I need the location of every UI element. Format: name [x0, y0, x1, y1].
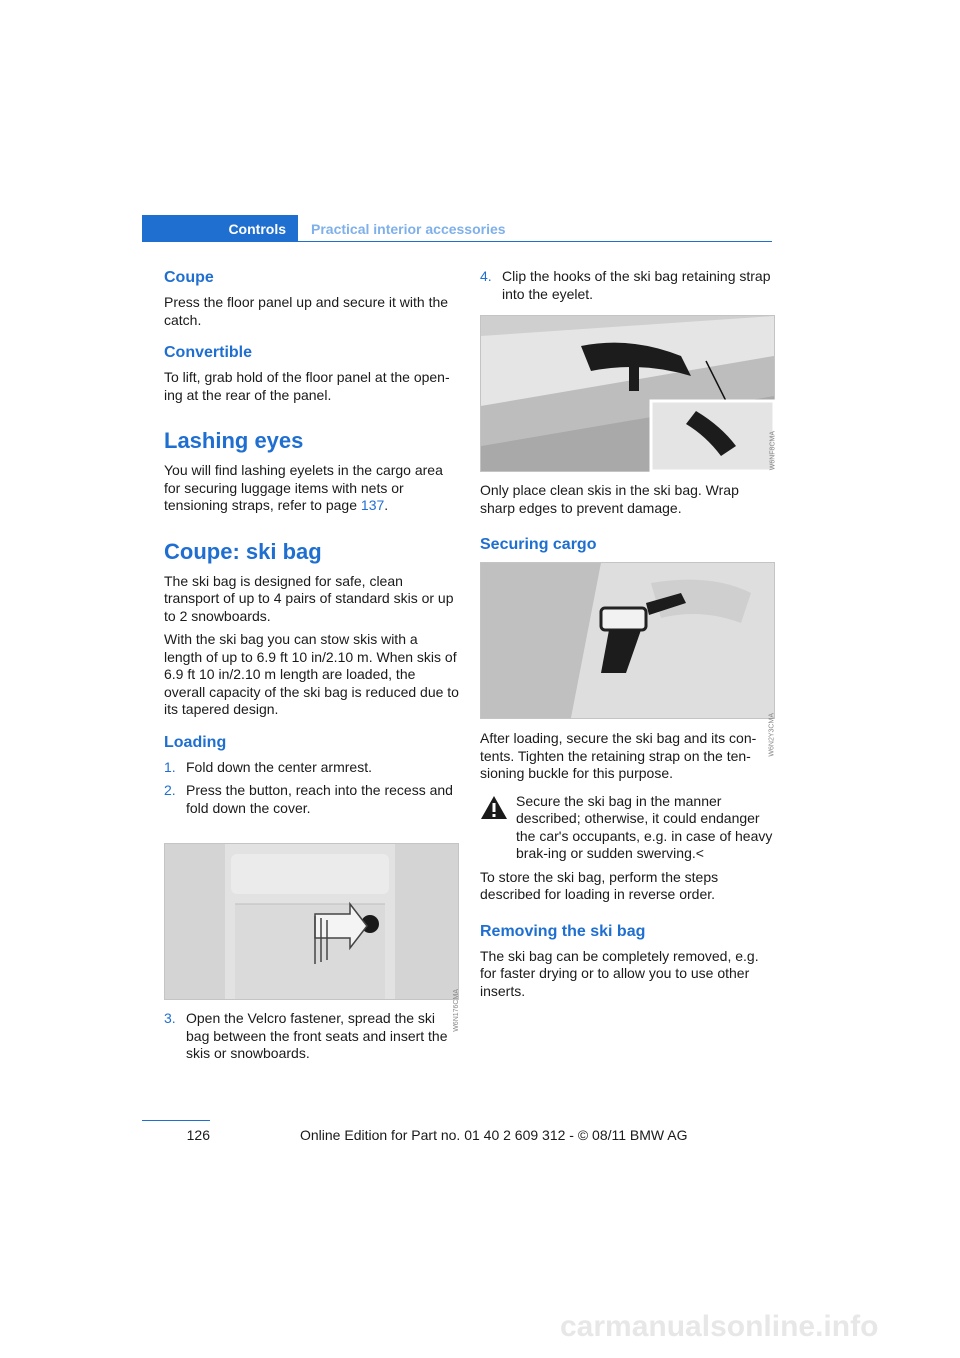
loading-steps [164, 759, 459, 818]
removing-text: The ski bag can be completely removed, e.g. for faster drying or to allow you to use other inserts. [480, 947, 759, 999]
step-text: Clip the hooks of the ski bag retaining strap into the eyelet. [502, 268, 771, 302]
page-ref-link[interactable]: 137 [360, 497, 385, 513]
edition-note: Online Edition for Part no. 01 40 2 609 312 - © 08/11 BMW AG [300, 1127, 688, 1143]
step-number: 2. [164, 782, 176, 798]
step-text: Open the Velcro fastener, spread the ski bag between the front seats and insert the skis or snowboards. [186, 1010, 448, 1061]
securing-heading: Securing cargo [480, 536, 597, 553]
loading-steps-right [480, 268, 775, 303]
step-text: Fold down the center armrest. [186, 758, 372, 775]
chapter-tab [142, 215, 298, 242]
warning-text: Secure the ski bag in the manner described; otherwise, it could endanger the car's occupants, e.g. in case of heavy brak-ing or sudden swerving. [516, 792, 773, 861]
convertible-heading: Convertible [164, 344, 253, 361]
footer-rule [142, 1120, 210, 1121]
list-item [164, 759, 459, 777]
step-number: 4. [480, 268, 492, 284]
image-code: W6N2Y3CMA [769, 713, 776, 757]
step-number: 1. [164, 758, 176, 775]
skibag-text-2: With the ski bag you can stow skis with a length of up to 6.9 ft 10 in/2.10 m. When skis of 6.9 ft 10 in/2.10 m length are loaded, the overall capacity of the ski bag is reduced due to its tapered design. [164, 631, 459, 717]
list-item [164, 782, 459, 817]
image-code: W6N176CMA [453, 989, 460, 1032]
lashing-body: You will find lashing eyelets in the cargo area for securing luggage items with nets or tensioning straps, refer to page [164, 462, 443, 513]
site-watermark: carmanualsonline.info [560, 1310, 879, 1343]
warning-end-mark: < [695, 845, 704, 861]
coupe-heading: Coupe [164, 269, 214, 286]
left-column [164, 268, 459, 823]
right-column-top [480, 268, 775, 309]
warning-icon [480, 795, 508, 820]
right-column-mid [480, 482, 775, 561]
lashing-suffix: . [384, 497, 389, 513]
after-loading-text: After loading, secure the ski bag and its con-tents. Tighten the retaining strap on the ten-sioning buckle for this purpose. [480, 730, 757, 781]
strap-hook-image [480, 315, 775, 472]
armrest-button-image [164, 843, 460, 1032]
step-number: 3. [164, 1010, 176, 1026]
convertible-text: To lift, grab hold of the floor panel at the open-ing at the rear of the panel. [164, 369, 450, 403]
skibag-heading: Coupe: ski bag [164, 538, 322, 564]
list-item [164, 1010, 459, 1063]
coupe-text: Press the floor panel up and secure it with the catch. [164, 294, 449, 328]
lashing-heading: Lashing eyes [164, 428, 304, 453]
page-number: 126 [186, 1127, 210, 1143]
image-code: W6NF8CMA [769, 431, 776, 471]
right-column-bottom [480, 730, 775, 1006]
warning-block [480, 793, 775, 863]
lashing-text [164, 462, 459, 515]
chapter-label: Controls [228, 221, 286, 237]
loading-steps-cont [164, 1010, 459, 1063]
header-rule [142, 241, 772, 242]
left-column-bottom [164, 1010, 459, 1069]
removing-heading: Removing the ski bag [480, 922, 646, 940]
step-text: Press the button, reach into the recess and fold down the cover. [186, 782, 453, 816]
list-item [480, 268, 775, 303]
skibag-text-1: The ski bag is designed for safe, clean transport of up to 4 pairs of standard skis or up to 2 snowboards. [164, 572, 454, 624]
loading-heading: Loading [164, 733, 227, 751]
section-label: Practical interior accessories [311, 221, 506, 237]
store-text: To store the ski bag, perform the steps described for loading in reverse order. [480, 868, 719, 902]
clean-skis-text: Only place clean skis in the ski bag. Wrap sharp edges to prevent damage. [480, 482, 739, 516]
